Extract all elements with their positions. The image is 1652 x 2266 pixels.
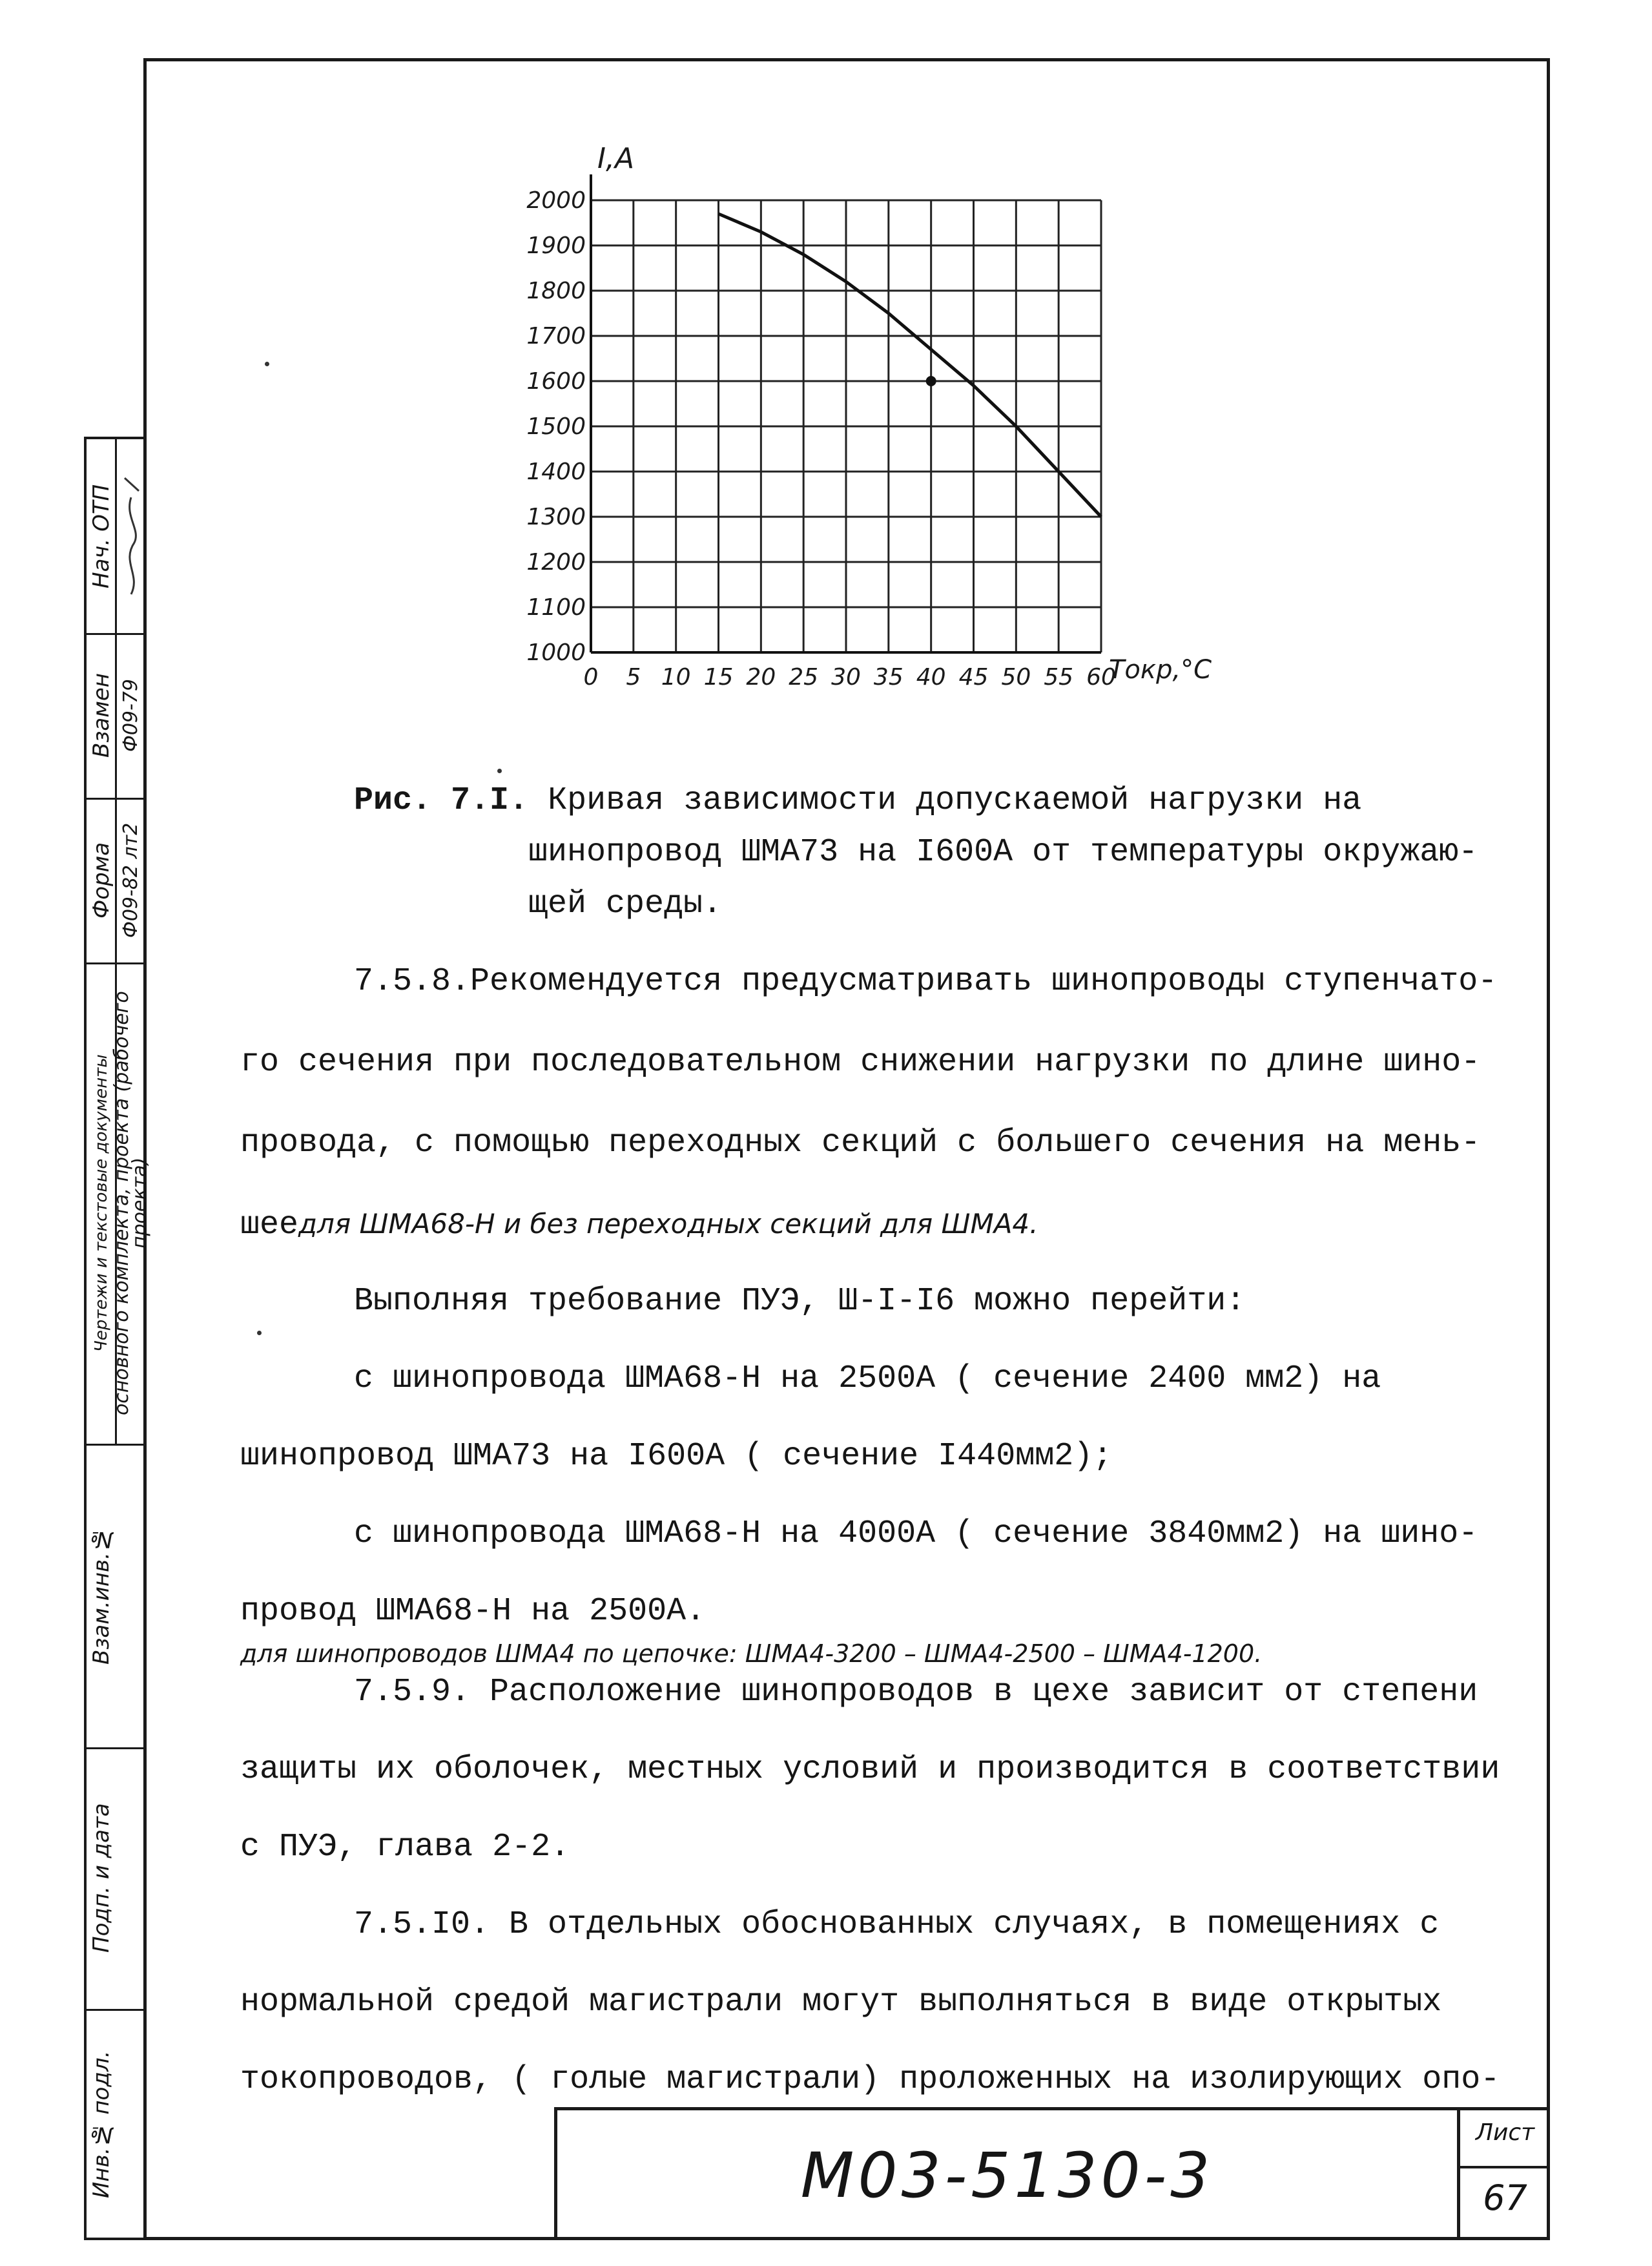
stamp-vzam-inv: Взам.инв.№ — [88, 1526, 114, 1665]
x-tick-45: 45 — [958, 664, 989, 691]
p3-line-1: с шинопровода ШМА68-Н на 2500А ( сечение 2400 мм2) на — [354, 1360, 1381, 1397]
y-tick-1400: 1400 — [526, 459, 586, 485]
p3-line-2: шинопровод ШМА73 на I600А ( сечение I440мм2); — [240, 1438, 1113, 1475]
x-tick-35: 35 — [873, 664, 903, 691]
x-axis-label: Токр,°C — [1109, 655, 1212, 685]
y-tick-1000: 1000 — [526, 639, 586, 666]
document-code: М03-5130-3 — [800, 2139, 1214, 2212]
stamp-podp-data: Подп. и дата — [88, 1803, 114, 1953]
y-tick-1500: 1500 — [526, 413, 586, 440]
x-tick-0: 0 — [583, 664, 599, 691]
y-tick-1300: 1300 — [526, 504, 586, 530]
load-temperature-chart — [478, 142, 1266, 711]
p2: Выполняя требование ПУЭ, Ш-I-I6 можно перейти: — [354, 1283, 1246, 1320]
stamp-drawings: Чертежи и текстовые документы — [92, 1054, 111, 1352]
y-tick-2000: 2000 — [526, 187, 586, 214]
stamp-vzamen-value: Ф09-79 — [119, 679, 142, 752]
p1-line-4 — [240, 1205, 1538, 1245]
p1-line-4-print: шее — [240, 1207, 299, 1243]
stamp-forma: Форма — [88, 842, 114, 919]
p6-line-3: токопроводов, ( голые магистрали) проложенных на изолирующих опо- — [240, 2061, 1500, 2098]
caption-line-1: Кривая зависимости допускаемой нагрузки на — [548, 782, 1362, 819]
sheet-label: Лист — [1475, 2119, 1535, 2146]
p6-line-1: 7.5.I0. В отдельных обоснованных случаях, в помещениях с — [354, 1906, 1440, 1943]
p1-handwritten-note: для ШМА68-Н и без переходных секций для ШМА4. — [298, 1208, 1038, 1240]
y-tick-1800: 1800 — [526, 278, 586, 304]
x-tick-40: 40 — [916, 664, 946, 691]
stamp-forma-value: Ф09-82 лт2 — [119, 822, 142, 938]
p4-line-1: с шинопровода ШМА68-Н на 4000А ( сечение 3840мм2) на шино- — [354, 1515, 1478, 1552]
p1-line-1: 7.5.8.Рекомендуется предусматривать шинопроводы ступенчато- — [354, 963, 1498, 1000]
caption-line-3: щей среды. — [528, 886, 723, 922]
sheet-number: 67 — [1483, 2178, 1527, 2218]
marked-point — [926, 376, 936, 386]
side-stamp — [84, 437, 151, 2240]
x-tick-55: 55 — [1044, 664, 1074, 691]
title-block — [554, 2107, 1457, 2240]
p1-line-3: провода, с помощью переходных секций с большего сечения на мень- — [240, 1125, 1481, 1161]
x-tick-50: 50 — [1001, 664, 1031, 691]
y-tick-1200: 1200 — [526, 549, 586, 576]
x-tick-30: 30 — [831, 664, 861, 691]
stamp-inv-podl: Инв.№ подл. — [88, 2050, 114, 2199]
p5-line-3: с ПУЭ, глава 2-2. — [240, 1829, 570, 1866]
x-tick-15: 15 — [703, 664, 734, 691]
stamp-vzamen: Взамен — [88, 672, 114, 758]
p1-line-2: го сечения при последовательном снижении нагрузки по длине шино- — [240, 1044, 1481, 1081]
p4-line-2: провод ШМА68-Н на 2500А. — [240, 1593, 706, 1630]
caption-line-2: шинопровод ШМА73 на I600А от температуры окружаю- — [528, 834, 1478, 871]
caption-label: Рис. 7.I. — [354, 782, 529, 819]
p6-line-2: нормальной средой магистрали могут выполняться в виде открытых — [240, 1984, 1442, 2021]
p5-line-1: 7.5.9. Расположение шинопроводов в цехе зависит от степени — [354, 1674, 1478, 1710]
sheet-box — [1457, 2107, 1550, 2240]
y-tick-1700: 1700 — [526, 323, 586, 349]
stamp-nach-otp: Нач. ОТП — [88, 484, 114, 588]
stamp-signature — [116, 439, 146, 633]
y-tick-1900: 1900 — [526, 233, 586, 259]
x-tick-25: 25 — [789, 664, 819, 691]
figure-caption — [354, 775, 1536, 930]
x-tick-5: 5 — [626, 664, 641, 691]
y-axis-label: I,A — [597, 142, 635, 175]
x-tick-60: 60 — [1086, 664, 1116, 691]
chart-svg — [478, 142, 1266, 711]
y-tick-1600: 1600 — [526, 368, 586, 395]
stamp-drawings-sub: основного комплекта, проекта (рабочего проекта) — [110, 991, 151, 1415]
handwritten-chain-note: для шинопроводов ШМА4 по цепочке: ШМА4-3200 – ШМА4-2500 – ШМА4-1200. — [240, 1639, 1263, 1668]
x-tick-20: 20 — [746, 664, 776, 691]
p5-line-2: защиты их оболочек, местных условий и производится в соответствии — [240, 1751, 1500, 1788]
x-tick-10: 10 — [661, 664, 691, 691]
y-tick-1100: 1100 — [526, 594, 586, 621]
